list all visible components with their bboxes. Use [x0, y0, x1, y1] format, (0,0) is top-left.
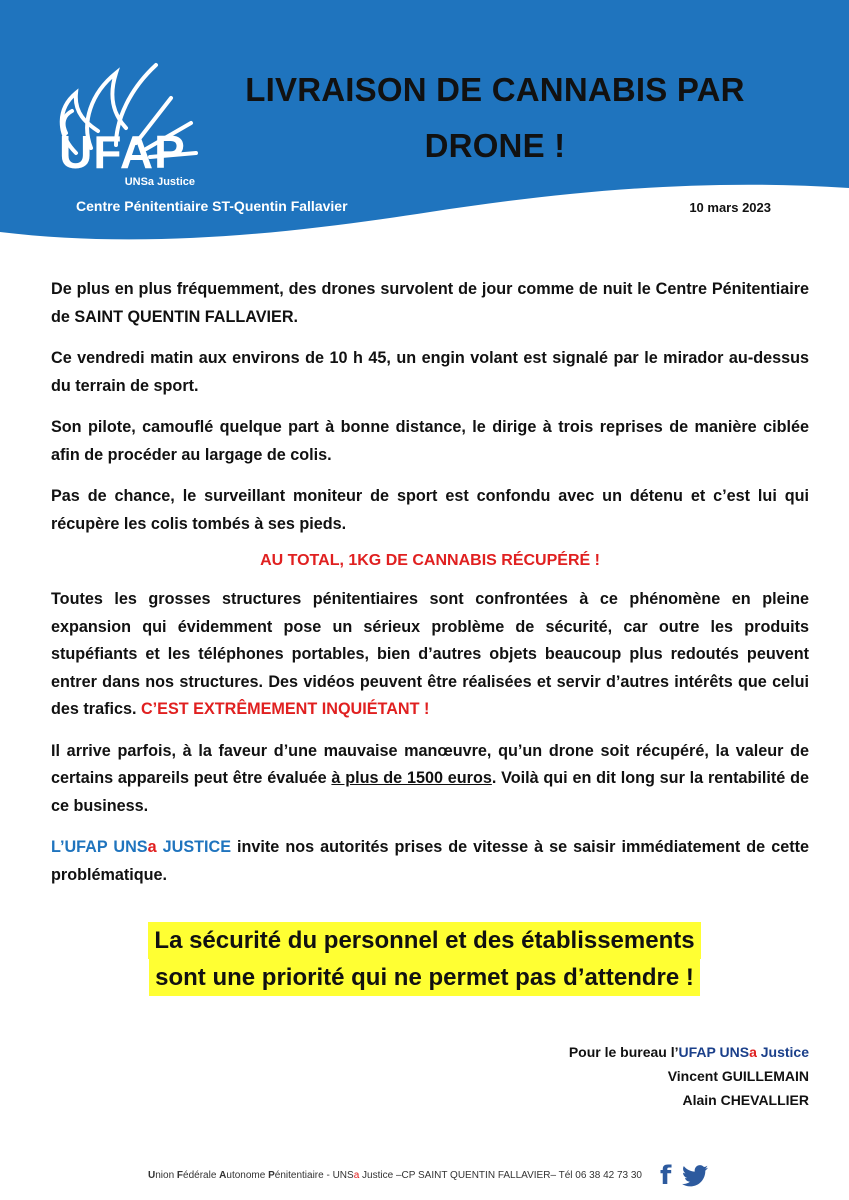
- footer-p: P: [268, 1170, 275, 1181]
- signature-lead: [569, 1040, 809, 1064]
- logo-wordmark: UFAP: [59, 126, 186, 178]
- logo-subtitle: UNSa Justice: [124, 176, 195, 188]
- paragraph-4: Pas de chance, le surveillant moniteur de sport est confondu avec un détenu et c’est lui qui récupère les colis tombés à ses pieds.: [51, 487, 809, 533]
- facebook-icon[interactable]: f: [660, 1161, 672, 1191]
- twitter-icon[interactable]: [682, 1165, 708, 1187]
- paragraph-6: [51, 738, 809, 821]
- paragraph-6-text-a: Il arrive parfois, à la faveur d’une mauvaise manœuvre, qu’un drone soit récupéré, la valeur de certains appareils peut être évaluée: [51, 741, 809, 787]
- callout-line-2: sont une priorité qui ne permet pas d’attendre !: [149, 959, 700, 996]
- paragraph-6-text-b: . Voilà qui en dit long sur la rentabilité de ce business.: [51, 769, 809, 815]
- paragraph-5: [51, 586, 809, 724]
- paragraph-7: [51, 834, 809, 889]
- footer-t2: édérale: [183, 1170, 220, 1181]
- title-line-2: DRONE !: [424, 127, 566, 164]
- paragraph-5-alert: C’EST EXTRÊMEMENT INQUIÉTANT !: [140, 700, 430, 718]
- footer-t5: Justice –CP SAINT QUENTIN FALLAVIER– Tél 06 38 42 73 30: [359, 1170, 642, 1181]
- signature-block: [569, 1040, 809, 1112]
- signature-org-b: Justice: [756, 1044, 809, 1060]
- paragraph-3: Son pilote, camouflé quelque part à bonne distance, le dirige à trois reprises de manière ciblée afin de procéder au largage de colis.: [51, 418, 809, 464]
- establishment-name: Centre Pénitentiaire ST-Quentin Fallavier: [76, 198, 348, 214]
- signature-org-red: a: [749, 1044, 757, 1060]
- footer-t3: utonome: [226, 1170, 269, 1181]
- paragraph-1: De plus en plus fréquemment, des drones survolent de jour comme de nuit le Centre Pénitentiaire de SAINT QUENTIN FALLAVIER.: [51, 280, 809, 326]
- paragraph-7-text: invite nos autorités prises de vitesse à se saisir immédiatement de cette problématique.: [51, 838, 809, 884]
- footer-a: A: [219, 1170, 227, 1181]
- article-body: [51, 276, 809, 903]
- org-name-red-a: a: [147, 838, 157, 856]
- org-name-a: L’UFAP UNS: [51, 838, 148, 856]
- title-line-1: LIVRAISON DE CANNABIS PAR: [245, 71, 745, 108]
- highlight-callout: [0, 922, 849, 996]
- signatory-2: Alain CHEVALLIER: [682, 1092, 809, 1108]
- page-title: [220, 62, 770, 174]
- footer-a-red: a: [353, 1170, 360, 1181]
- signatory-1: Vincent GUILLEMAIN: [667, 1068, 809, 1084]
- headline-alert: AU TOTAL, 1KG DE CANNABIS RÉCUPÉRÉ !: [260, 552, 600, 569]
- org-name-b: JUSTICE: [156, 838, 231, 856]
- document-date: 10 mars 2023: [689, 200, 771, 215]
- footer-t4: énitentiaire - UNS: [274, 1170, 354, 1181]
- footer-text: [148, 1170, 642, 1181]
- paragraph-2: Ce vendredi matin aux environs de 10 h 45, un engin volant est signalé par le mirador au-dessus du terrain de sport.: [51, 349, 809, 395]
- paragraph-5-text: Toutes les grosses structures pénitentiaires sont confrontées à ce phénomène en pleine expansion qui évidemment pose un sérieux problème de sécurité, car outre les produits stupéfiants et les téléphones portables, bien d’autres objets beaucoup plus redoutés peuvent entrer dans nos structures. Des vidéos peuvent être réalisées et servir d’autres intérêts que celui des trafics.: [51, 590, 809, 718]
- paragraph-6-amount: à plus de 1500 euros: [331, 769, 492, 787]
- footer-u: U: [148, 1170, 156, 1181]
- footer-t1: nion: [155, 1170, 177, 1181]
- callout-line-1: La sécurité du personnel et des établissements: [148, 922, 700, 959]
- footer-f: F: [176, 1170, 184, 1181]
- signature-lead-text: Pour le bureau l’: [568, 1044, 679, 1060]
- signature-org-a: UFAP UNS: [678, 1044, 750, 1060]
